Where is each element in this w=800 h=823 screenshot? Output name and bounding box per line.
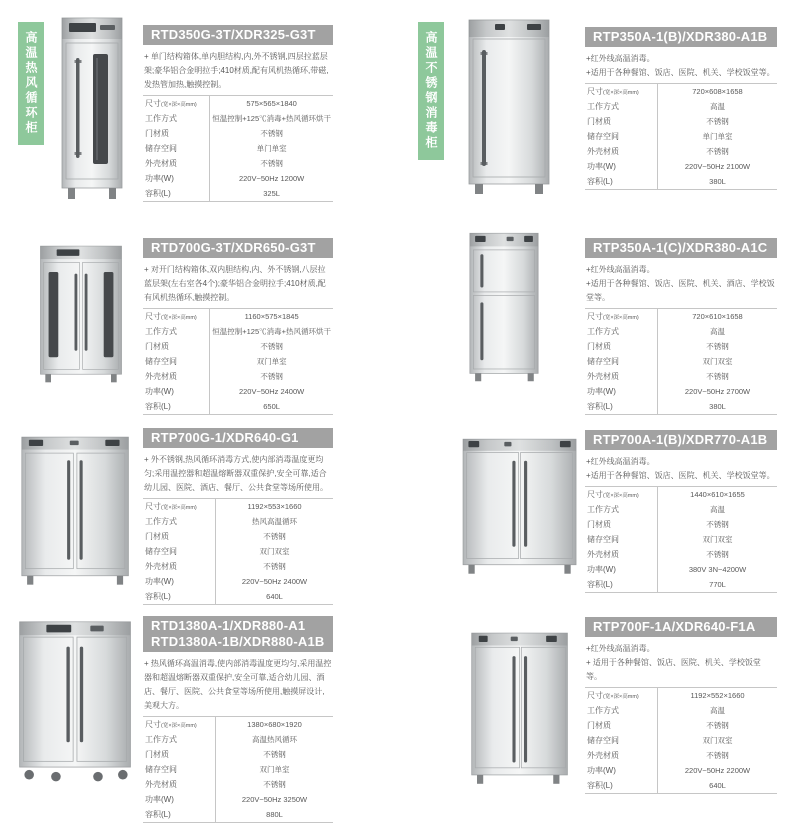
spec-row-size [143, 499, 333, 515]
description-bullet: +适用于各种餐馆、饭店、医院、机关、学校饭堂等。 [586, 68, 775, 77]
spec-value: 恒温控制+125℃消毒+热风循环烘干 [212, 327, 331, 336]
spec-label: 门材质 [143, 339, 210, 354]
spec-row-power [585, 159, 777, 174]
spec-label: 工作方式 [585, 324, 658, 339]
two-tier-door-cabinet-icon [446, 228, 562, 390]
spec-label: 工作方式 [585, 703, 658, 718]
spec-row-door-material [585, 718, 777, 733]
product-image [456, 626, 584, 790]
spec-label: 尺寸(宽×深×高mm) [143, 499, 216, 515]
spec-row-shell-material [143, 156, 333, 171]
spec-row-capacity [143, 399, 333, 415]
single-door-hot-air-cabinet-icon [36, 12, 144, 204]
spec-row-capacity [143, 186, 333, 202]
product-title-bar [143, 25, 333, 45]
spec-label: 外壳材质 [143, 777, 216, 792]
spec-value: 640L [266, 592, 283, 601]
product-image [22, 238, 140, 388]
spec-value: 380L [709, 402, 726, 411]
spec-table [585, 308, 777, 415]
spec-value: 220V~50Hz 1200W [238, 174, 305, 183]
spec-label: 功率(W) [585, 384, 658, 399]
spec-row-shell-material [143, 777, 333, 792]
spec-label: 门材质 [585, 517, 658, 532]
description-bullet: +红外线高温消毒。 [586, 54, 655, 63]
description-bullet: +适用于各种餐馆、饭店、医院、机关、酒店、学校饭堂等。 [586, 279, 775, 302]
spec-label: 工作方式 [143, 111, 210, 126]
spec-value: 325L [263, 189, 280, 198]
spec-value: 575×565×1840 [246, 99, 297, 108]
spec-row-size [585, 84, 777, 100]
spec-label: 尺寸(宽×深×高mm) [143, 96, 210, 112]
spec-row-size [143, 309, 333, 325]
spec-value: 720×610×1658 [692, 312, 743, 321]
description-bullet: +适用于各种餐馆、饭店、医院、机关、学校饭堂等。 [586, 471, 775, 480]
spec-row-capacity [585, 577, 777, 593]
spec-row-storage [143, 544, 333, 559]
single-door-stainless-cabinet-icon [450, 12, 570, 202]
spec-label: 尺寸(宽×深×高mm) [585, 309, 658, 325]
spec-label: 容积(L) [143, 589, 216, 605]
spec-value: 单门单室 [702, 132, 733, 141]
product-title-bar [585, 27, 777, 47]
spec-row-shell-material [143, 559, 333, 574]
spec-value: 不锈钢 [706, 117, 729, 126]
spec-value: 不锈钢 [260, 129, 283, 138]
spec-row-mode [143, 111, 333, 126]
spec-row-mode [143, 514, 333, 529]
spec-label: 外壳材质 [585, 369, 658, 384]
spec-value: 220V~50Hz 2400W [241, 577, 308, 586]
spec-value: 不锈钢 [706, 520, 729, 529]
spec-label: 储存空间 [143, 354, 210, 369]
spec-table [585, 83, 777, 190]
spec-row-mode [585, 99, 777, 114]
spec-value: 不锈钢 [263, 750, 286, 759]
product-title: RTP350A-1(C)/XDR380-A1C [593, 240, 768, 255]
spec-row-power [585, 384, 777, 399]
product-title-bar [585, 617, 777, 637]
product-image [446, 228, 562, 390]
spec-value: 720×608×1658 [692, 87, 743, 96]
spec-value: 不锈钢 [706, 751, 729, 760]
spec-value: 220V~50Hz 2400W [238, 387, 305, 396]
spec-value: 单门单室 [256, 144, 287, 153]
product-title: RTP700A-1(B)/XDR770-A1B [593, 432, 768, 447]
product-title: RTP700G-1/XDR640-G1 [151, 430, 299, 445]
spec-label-sub: (宽×深×高mm) [161, 102, 197, 108]
spec-row-capacity [585, 778, 777, 794]
spec-label: 储存空间 [585, 532, 658, 547]
spec-value: 高温热风循环 [252, 735, 297, 744]
product-title-bar [143, 238, 333, 258]
spec-label: 工作方式 [143, 324, 210, 339]
spec-label: 尺寸(宽×深×高mm) [143, 309, 210, 325]
spec-row-size [585, 309, 777, 325]
spec-label: 门材质 [143, 529, 216, 544]
description-bullet: +红外线高温消毒。 [586, 265, 655, 274]
spec-label: 工作方式 [585, 99, 658, 114]
spec-row-size [143, 717, 333, 733]
spec-value: 恒温控制+125℃消毒+热风循环烘干 [212, 114, 331, 123]
product-title: RTD1380A-1/XDR880-A1 [151, 618, 306, 633]
spec-row-power [143, 171, 333, 186]
spec-label: 储存空间 [585, 129, 658, 144]
column-stainless-cabinets [400, 0, 800, 800]
spec-value: 双门双室 [702, 535, 733, 544]
spec-row-size [585, 688, 777, 704]
spec-row-shell-material [585, 144, 777, 159]
product-title: RTP700F-1A/XDR640-F1A [593, 619, 756, 634]
spec-value: 高温 [710, 505, 725, 514]
spec-value: 220V~50Hz 2100W [684, 162, 751, 171]
description-bullet: + 单门结构箱体,单内胆结构,内,外不锈钢,四层拉蓝层架;豪华铝合金明拉手;410材质,配有风机热循环,带磁,发热管加热,触摸控制。 [144, 52, 329, 89]
spec-row-mode [143, 324, 333, 339]
product-title-bar [143, 616, 333, 652]
spec-value: 高温 [710, 327, 725, 336]
spec-label: 功率(W) [143, 792, 216, 807]
spec-row-shell-material [143, 369, 333, 384]
spec-label: 容积(L) [585, 399, 658, 415]
product-description [144, 50, 332, 92]
spec-row-power [143, 792, 333, 807]
spec-value: 不锈钢 [260, 372, 283, 381]
product-image [452, 432, 588, 580]
spec-row-door-material [585, 339, 777, 354]
spec-value: 880L [266, 810, 283, 819]
spec-label-sub: (宽×深×高mm) [161, 723, 197, 729]
spec-label: 门材质 [143, 747, 216, 762]
spec-row-door-material [585, 114, 777, 129]
description-bullet: + 适用于各种餐馆、饭店、医院、机关、学校饭堂等。 [586, 658, 761, 681]
spec-row-capacity [585, 174, 777, 190]
spec-value: 640L [709, 781, 726, 790]
spec-value: 热风高温循环 [252, 517, 297, 526]
product-title: RTD1380A-1B/XDR880-A1B [151, 634, 325, 649]
spec-row-capacity [143, 589, 333, 605]
spec-row-storage [143, 762, 333, 777]
description-bullet: +红外线高温消毒。 [586, 457, 655, 466]
product-description [144, 453, 332, 495]
spec-label: 外壳材质 [143, 559, 216, 574]
spec-value: 770L [709, 580, 726, 589]
spec-label: 外壳材质 [143, 156, 210, 171]
spec-row-storage [585, 129, 777, 144]
spec-value: 1192×553×1660 [247, 502, 302, 511]
product-title: RTD700G-3T/XDR650-G3T [151, 240, 316, 255]
spec-value: 不锈钢 [260, 159, 283, 168]
spec-row-storage [585, 532, 777, 547]
column-hot-air-cabinets [0, 0, 400, 819]
spec-value: 双门双室 [702, 357, 733, 366]
spec-row-storage [585, 733, 777, 748]
category-tab-hot-air: 高温热风循环柜 [18, 22, 44, 145]
double-door-hot-air-cabinet-icon [22, 238, 140, 388]
spec-table [143, 95, 333, 202]
product-title-bar [585, 430, 777, 450]
description-bullet: +红外线高温消毒。 [586, 644, 655, 653]
spec-row-capacity [143, 807, 333, 823]
spec-row-power [585, 562, 777, 577]
spec-row-mode [585, 502, 777, 517]
spec-row-capacity [585, 399, 777, 415]
product-image [450, 12, 570, 202]
product-description [586, 642, 776, 684]
spec-value: 220V~50Hz 3250W [241, 795, 308, 804]
spec-row-shell-material [585, 748, 777, 763]
spec-label: 功率(W) [143, 171, 210, 186]
spec-row-size [585, 487, 777, 503]
spec-row-door-material [143, 529, 333, 544]
spec-row-door-material [585, 517, 777, 532]
description-bullet: + 外不锈钢,热风循环消毒方式,使内部消毒温度更均匀;采用温控器和超温熔断器双重保护,安全可靠,适合幼儿园、医院、酒店、餐厅、公共食堂等场所使用。 [144, 455, 328, 492]
spec-label: 功率(W) [585, 562, 658, 577]
spec-value: 不锈钢 [263, 532, 286, 541]
spec-row-mode [585, 324, 777, 339]
spec-value: 高温 [710, 102, 725, 111]
spec-label: 储存空间 [143, 544, 216, 559]
spec-label: 功率(W) [143, 574, 216, 589]
spec-row-storage [585, 354, 777, 369]
product-title-bar [585, 238, 777, 258]
spec-label: 容积(L) [585, 174, 658, 190]
spec-value: 不锈钢 [260, 342, 283, 351]
spec-value: 双门单室 [259, 765, 290, 774]
product-description [586, 455, 776, 483]
spec-label: 外壳材质 [143, 369, 210, 384]
spec-label: 储存空间 [143, 141, 210, 156]
spec-label: 容积(L) [585, 778, 658, 794]
spec-row-mode [143, 732, 333, 747]
spec-value: 1160×575×1845 [244, 312, 299, 321]
product-description [586, 263, 776, 305]
spec-value: 650L [263, 402, 280, 411]
spec-label-sub: (宽×深×高mm) [603, 90, 639, 96]
description-bullet: + 热风循环高温消毒,使内部消毒温度更均匀,采用温控器和超温熔断器双重保护,安全可靠,适合幼儿园、酒店、餐厅、医院、公共食堂等场所使用,触摸屏设计,美观大方。 [144, 659, 332, 710]
spec-value: 不锈钢 [706, 342, 729, 351]
spec-value: 220V~50Hz 2200W [684, 766, 751, 775]
spec-label-sub: (宽×深×高mm) [603, 493, 639, 499]
spec-value: 双门单室 [256, 357, 287, 366]
spec-label: 门材质 [585, 114, 658, 129]
spec-row-door-material [143, 126, 333, 141]
spec-table [585, 687, 777, 794]
spec-label: 功率(W) [585, 763, 658, 778]
spec-label: 容积(L) [143, 399, 210, 415]
spec-value: 380V 3N~4200W [688, 565, 747, 574]
spec-value: 1440×610×1655 [690, 490, 745, 499]
spec-label: 工作方式 [143, 732, 216, 747]
spec-label: 储存空间 [585, 354, 658, 369]
product-description [586, 52, 776, 80]
spec-label: 容积(L) [143, 807, 216, 823]
spec-row-power [143, 574, 333, 589]
spec-table [143, 498, 333, 605]
product-image [10, 430, 142, 590]
spec-label: 尺寸(宽×深×高mm) [585, 688, 658, 704]
category-tab-stainless: 高温不锈钢消毒柜 [418, 22, 444, 160]
product-image [10, 618, 142, 790]
spec-value: 380L [709, 177, 726, 186]
spec-label: 容积(L) [585, 577, 658, 593]
spec-row-shell-material [585, 369, 777, 384]
spec-value: 220V~50Hz 2700W [684, 387, 751, 396]
spec-label: 门材质 [585, 718, 658, 733]
spec-label: 外壳材质 [585, 748, 658, 763]
spec-label: 门材质 [143, 126, 210, 141]
product-description [144, 263, 332, 305]
spec-label: 外壳材质 [585, 547, 658, 562]
spec-row-power [143, 384, 333, 399]
spec-label: 容积(L) [143, 186, 210, 202]
spec-row-power [585, 763, 777, 778]
product-title-bar [143, 428, 333, 448]
spec-row-mode [585, 703, 777, 718]
spec-label-sub: (宽×深×高mm) [161, 505, 197, 511]
spec-row-door-material [143, 747, 333, 762]
spec-value: 不锈钢 [706, 550, 729, 559]
spec-value: 不锈钢 [263, 780, 286, 789]
spec-label: 储存空间 [143, 762, 216, 777]
spec-row-door-material [143, 339, 333, 354]
product-description [144, 657, 332, 713]
spec-value: 不锈钢 [706, 147, 729, 156]
spec-table [585, 486, 777, 593]
spec-label: 储存空间 [585, 733, 658, 748]
spec-label: 尺寸(宽×深×高mm) [585, 84, 658, 100]
product-image [36, 12, 144, 204]
spec-table [143, 716, 333, 823]
product-title: RTP350A-1(B)/XDR380-A1B [593, 29, 768, 44]
spec-row-size [143, 96, 333, 112]
spec-label: 工作方式 [585, 502, 658, 517]
spec-label: 门材质 [585, 339, 658, 354]
spec-label: 功率(W) [585, 159, 658, 174]
spec-label-sub: (宽×深×高mm) [603, 315, 639, 321]
product-title: RTD350G-3T/XDR325-G3T [151, 27, 316, 42]
double-door-wheeled-cabinet-icon [10, 618, 142, 790]
description-bullet: + 对开门结构箱体,双内胆结构,内、外不锈钢,八层拉蓝层架(左右室各4个);豪华铝合金明拉手;410材质,配有风机热循环,触摸控制。 [144, 265, 326, 302]
wide-double-door-cabinet-icon [452, 432, 588, 580]
spec-value: 1192×552×1660 [690, 691, 745, 700]
spec-label: 工作方式 [143, 514, 216, 529]
double-door-long-handle-cabinet-icon [456, 626, 584, 790]
spec-label: 尺寸(宽×深×高mm) [585, 487, 658, 503]
spec-label: 尺寸(宽×深×高mm) [143, 717, 216, 733]
spec-label-sub: (宽×深×高mm) [603, 694, 639, 700]
spec-value: 不锈钢 [706, 372, 729, 381]
spec-label: 功率(W) [143, 384, 210, 399]
double-door-circulation-cabinet-icon [10, 430, 142, 590]
spec-row-storage [143, 141, 333, 156]
spec-value: 高温 [710, 706, 725, 715]
spec-value: 不锈钢 [706, 721, 729, 730]
spec-row-storage [143, 354, 333, 369]
spec-value: 不锈钢 [263, 562, 286, 571]
spec-value: 1380×680×1920 [247, 720, 302, 729]
spec-value: 双门双室 [259, 547, 290, 556]
spec-label: 外壳材质 [585, 144, 658, 159]
spec-row-shell-material [585, 547, 777, 562]
spec-label-sub: (宽×深×高mm) [161, 315, 197, 321]
spec-table [143, 308, 333, 415]
spec-value: 双门双室 [702, 736, 733, 745]
